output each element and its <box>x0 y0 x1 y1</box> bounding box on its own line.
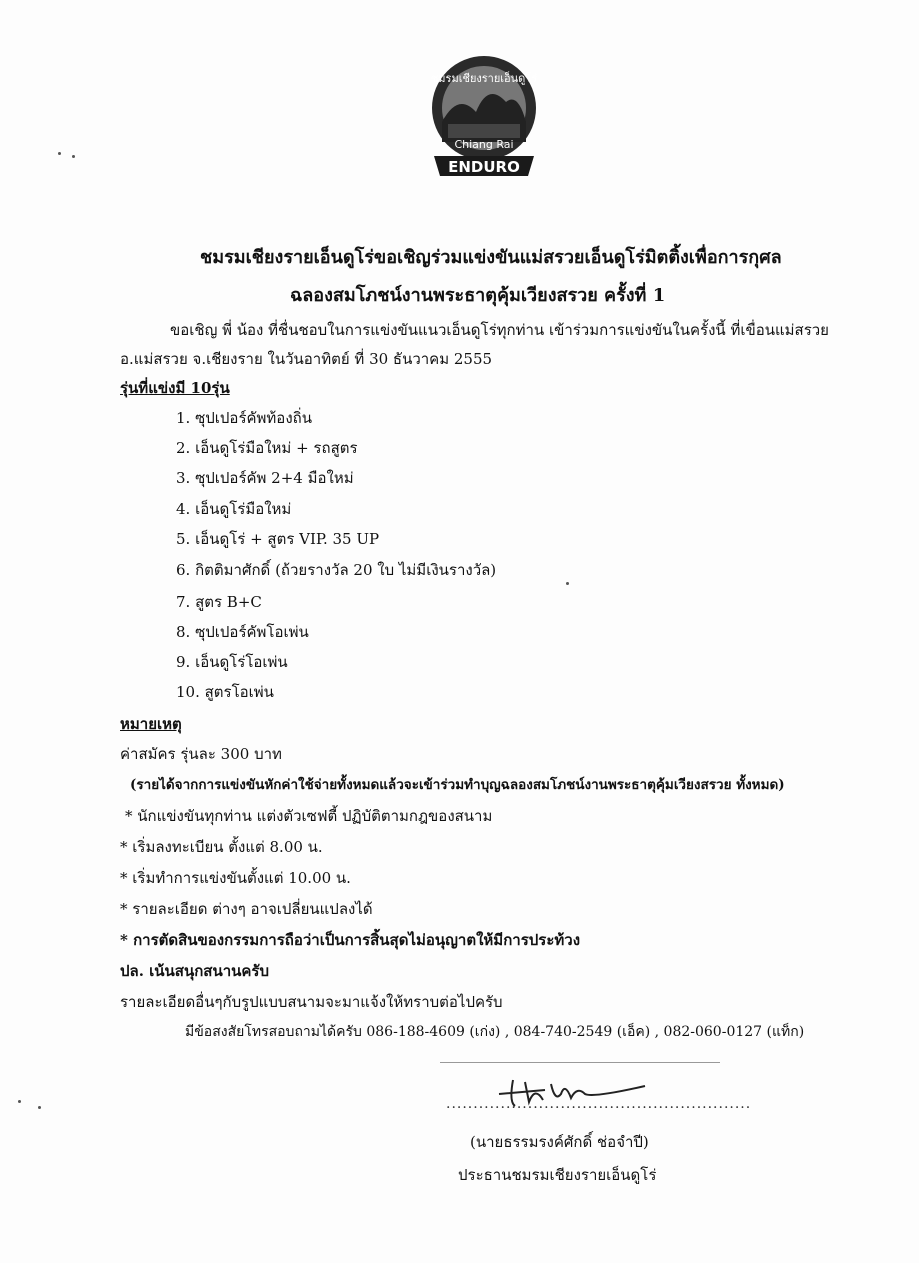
scan-speck <box>566 582 569 585</box>
signer-position: ประธานชมรมเชียงรายเอ็นดูโร่ <box>458 1166 657 1184</box>
rule-item: * รายละเอียด ต่างๆ อาจเปลี่ยนแปลงได้ <box>120 900 373 918</box>
scan-speck <box>72 155 75 158</box>
rule-item: * เริ่มลงทะเบียน ตั้งแต่ 8.00 น. <box>120 838 323 856</box>
rule-item: * นักแข่งขันทุกท่าน แต่งตัวเซฟตี้ ปฏิบัติตามกฎของสนาม <box>125 807 493 825</box>
intro-line-1: ขอเชิญ พี่ น้อง ที่ชื่นชอบในการแข่งขันแนวเอ็นดูโร่ทุกท่าน เข้าร่วมการแข่งขันในครั้งนี้ ที่เขื่อนแม่สรวย <box>170 321 829 339</box>
scan-speck <box>58 152 61 155</box>
class-item: 3. ซุปเปอร์คัพ 2+4 มือใหม่ <box>176 469 354 487</box>
notes-heading: หมายเหตุ <box>120 715 182 733</box>
classes-heading: รุ่นที่แข่งมี 10รุ่น <box>120 379 230 397</box>
income-note: (รายได้จากการแข่งขันหักค่าใช้จ่ายทั้งหมดแล้วจะเข้าร่วมทำบุญฉลองสมโภชน์งานพระธาตุคุ้มเวียงสรวย ทั้งหมด) <box>130 777 785 793</box>
title-line-1: ชมรมเชียงรายเอ็นดูโร่ขอเชิญร่วมแข่งขันแม่สรวยเอ็นดูโร่มิตติ้งเพื่อการกุศล <box>200 247 782 268</box>
class-item: 2. เอ็นดูโร่มือใหม่ + รถสูตร <box>176 439 358 457</box>
class-item: 10. สูตรโอเพ่น <box>176 683 274 701</box>
scan-speck <box>18 1100 21 1103</box>
signature-dots: ........................................................ <box>446 1096 752 1112</box>
svg-text:ชมรมเชียงรายเอ็นดูโร่: ชมรมเชียงรายเอ็นดูโร่ <box>430 72 538 85</box>
class-item: 4. เอ็นดูโร่มือใหม่ <box>176 500 292 518</box>
title-line-2: ฉลองสมโภชน์งานพระธาตุคุ้มเวียงสรวย ครั้งที่ 1 <box>290 285 666 306</box>
scan-speck <box>38 1106 41 1109</box>
chiang-rai-enduro-logo <box>418 52 550 182</box>
svg-text:Chiang Rai: Chiang Rai <box>454 138 514 151</box>
enduro-logo-icon <box>418 52 550 182</box>
class-item: 8. ซุปเปอร์คัพโอเพ่น <box>176 623 309 641</box>
divider <box>440 1062 720 1063</box>
signer-name: (นายธรรมรงค์ศักดิ์ ช่อจำปี) <box>470 1133 649 1151</box>
svg-text:ENDURO: ENDURO <box>448 158 520 176</box>
entry-fee: ค่าสมัคร รุ่นละ 300 บาท <box>120 745 282 763</box>
contact-note: มีข้อสงสัยโทรสอบถามได้ครับ 086-188-4609 (เก่ง) , 084-740-2549 (เอ็ค) , 082-060-0127 (แท็ก) <box>185 1024 805 1040</box>
rule-item: * การตัดสินของกรรมการถือว่าเป็นการสิ้นสุดไม่อนุญาตให้มีการประท้วง <box>120 931 581 949</box>
class-item: 6. กิตติมาศักดิ์ (ถ้วยรางวัล 20 ใบ ไม่มีเงินรางวัล) <box>176 561 497 579</box>
rule-item: * เริ่มทำการแข่งขันตั้งแต่ 10.00 น. <box>120 869 351 887</box>
details-note: รายละเอียดอื่นๆกับรูปแบบสนามจะมาแจ้งให้ทราบต่อไปครับ <box>120 993 503 1011</box>
class-item: 1. ซุปเปอร์คัพท้องถิ่น <box>176 409 312 427</box>
class-item: 9. เอ็นดูโร่โอเพ่น <box>176 653 288 671</box>
class-item: 7. สูตร B+C <box>176 593 262 611</box>
class-item: 5. เอ็นดูโร่ + สูตร VIP. 35 UP <box>176 530 380 548</box>
intro-line-2: อ.แม่สรวย จ.เชียงราย ในวันอาทิตย์ ที่ 30 ธันวาคม 2555 <box>120 350 493 368</box>
ps-note: ปล. เน้นสนุกสนานครับ <box>120 962 269 980</box>
